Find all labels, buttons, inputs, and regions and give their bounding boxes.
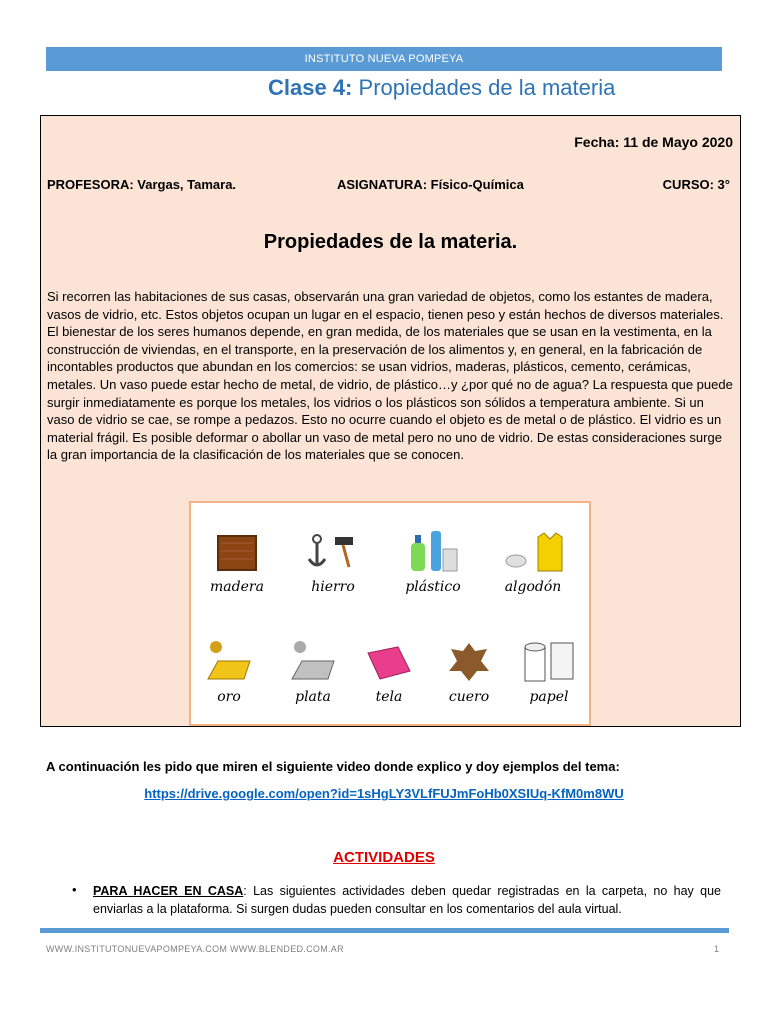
lesson-box [40, 115, 741, 727]
anchor-hammer-icon [305, 531, 361, 573]
wood-board-icon [215, 533, 259, 573]
paper-roll-icon [521, 639, 577, 683]
footer-divider [40, 928, 729, 933]
material-label: algodón [504, 579, 562, 595]
institute-name: INSTITUTO NUEVA POMPEYA [304, 53, 464, 65]
document-title: Propiedades de la materia. [263, 231, 518, 253]
material-label: cuero [448, 689, 490, 705]
material-plata [271, 633, 355, 705]
fabric-icon [364, 643, 414, 683]
material-madera [195, 523, 279, 595]
material-label: tela [375, 689, 403, 705]
intro-paragraph: Si recorren las habitaciones de sus casas, observarán una gran variedad de objetos, como los estantes de madera, vasos de vidrio, etc. Estos objetos ocupan un lugar en el espacio, tienen peso y están hechos de diversos materiales. El bienestar de los seres humanos depende, en gran medida, de los materiales que se usan en la vestimenta, en la construcción de viviendas, en el transporte, en la preservación de los alimentos y, en general, en la fabricación de incontables productos que abundan en los comercios: se usan vidrios, maderas, plásticos, cemento, cerámicas, metales. Un vaso puede estar hecho de metal, de vidrio, de plástico…y ¿por qué no de agua? La respuesta que puede surgir inmediatamente es porque los metales, los vidrios o los plásticos son sólidos a temperatura ambiente. Si un vaso de vidrio se cae, se rompe a pedazos. Esto no ocurre cuando el objeto es de metal o de plástico. El vidrio es un material frágil. Es posible deformar o abollar un vaso de metal pero no uno de vidrio. De estas consideraciones surge la gran importancia de la clasificación de los materiales que se conocen. [47, 289, 733, 463]
material-label: plata [295, 689, 331, 705]
lesson-date: Fecha: 11 de Mayo 2020 [574, 134, 733, 150]
material-plastico [391, 523, 475, 595]
video-intro-text: A continuación les pido que miren el siguiente video donde explico y doy ejemplos del tema: [46, 759, 620, 774]
material-label: plástico [405, 579, 461, 595]
page-number: 1 [714, 944, 720, 954]
material-oro [187, 633, 271, 705]
activity-text: : Las siguientes actividades deben quedar registradas en la carpeta, no hay que enviarlas a la plataforma. Si surgen dudas pueden consultar en los comentarios del aula virtual. [93, 884, 721, 916]
material-label: madera [210, 579, 264, 595]
gold-bar-icon [204, 639, 254, 683]
class-title [268, 75, 615, 101]
leather-hide-icon [447, 641, 491, 683]
activity-label: PARA HACER EN CASA [93, 884, 244, 898]
activity-item [93, 882, 721, 918]
bullet-icon: • [72, 882, 77, 897]
material-cuero [427, 633, 511, 705]
subject-label: ASIGNATURA: Físico-Química [337, 177, 524, 192]
material-tela [347, 633, 431, 705]
material-label: hierro [311, 579, 355, 595]
institute-header [46, 47, 722, 71]
cotton-shirt-icon [502, 529, 564, 573]
material-label: papel [529, 689, 569, 705]
materials-illustration [189, 501, 591, 726]
class-prefix: Clase 4: [268, 75, 353, 100]
video-link[interactable]: https://drive.google.com/open?id=1sHgLY3VLfFUJmFoHb0XSIUq-KfM0m8WU [144, 786, 624, 801]
teacher-label: PROFESORA: Vargas, Tamara. [47, 177, 237, 192]
footer-sites: WWW.INSTITUTONUEVAPOMPEYA.COM WWW.BLENDED.COM.AR [46, 944, 344, 954]
material-label: oro [217, 689, 241, 705]
silver-bar-icon [288, 639, 338, 683]
material-algodon [491, 523, 575, 595]
material-hierro [291, 523, 375, 595]
plastic-bottles-icon [405, 527, 461, 573]
course-label: CURSO: 3° [662, 177, 730, 192]
activities-title: ACTIVIDADES [333, 849, 435, 866]
class-title-text: Propiedades de la materia [358, 75, 616, 100]
material-papel [507, 633, 591, 705]
